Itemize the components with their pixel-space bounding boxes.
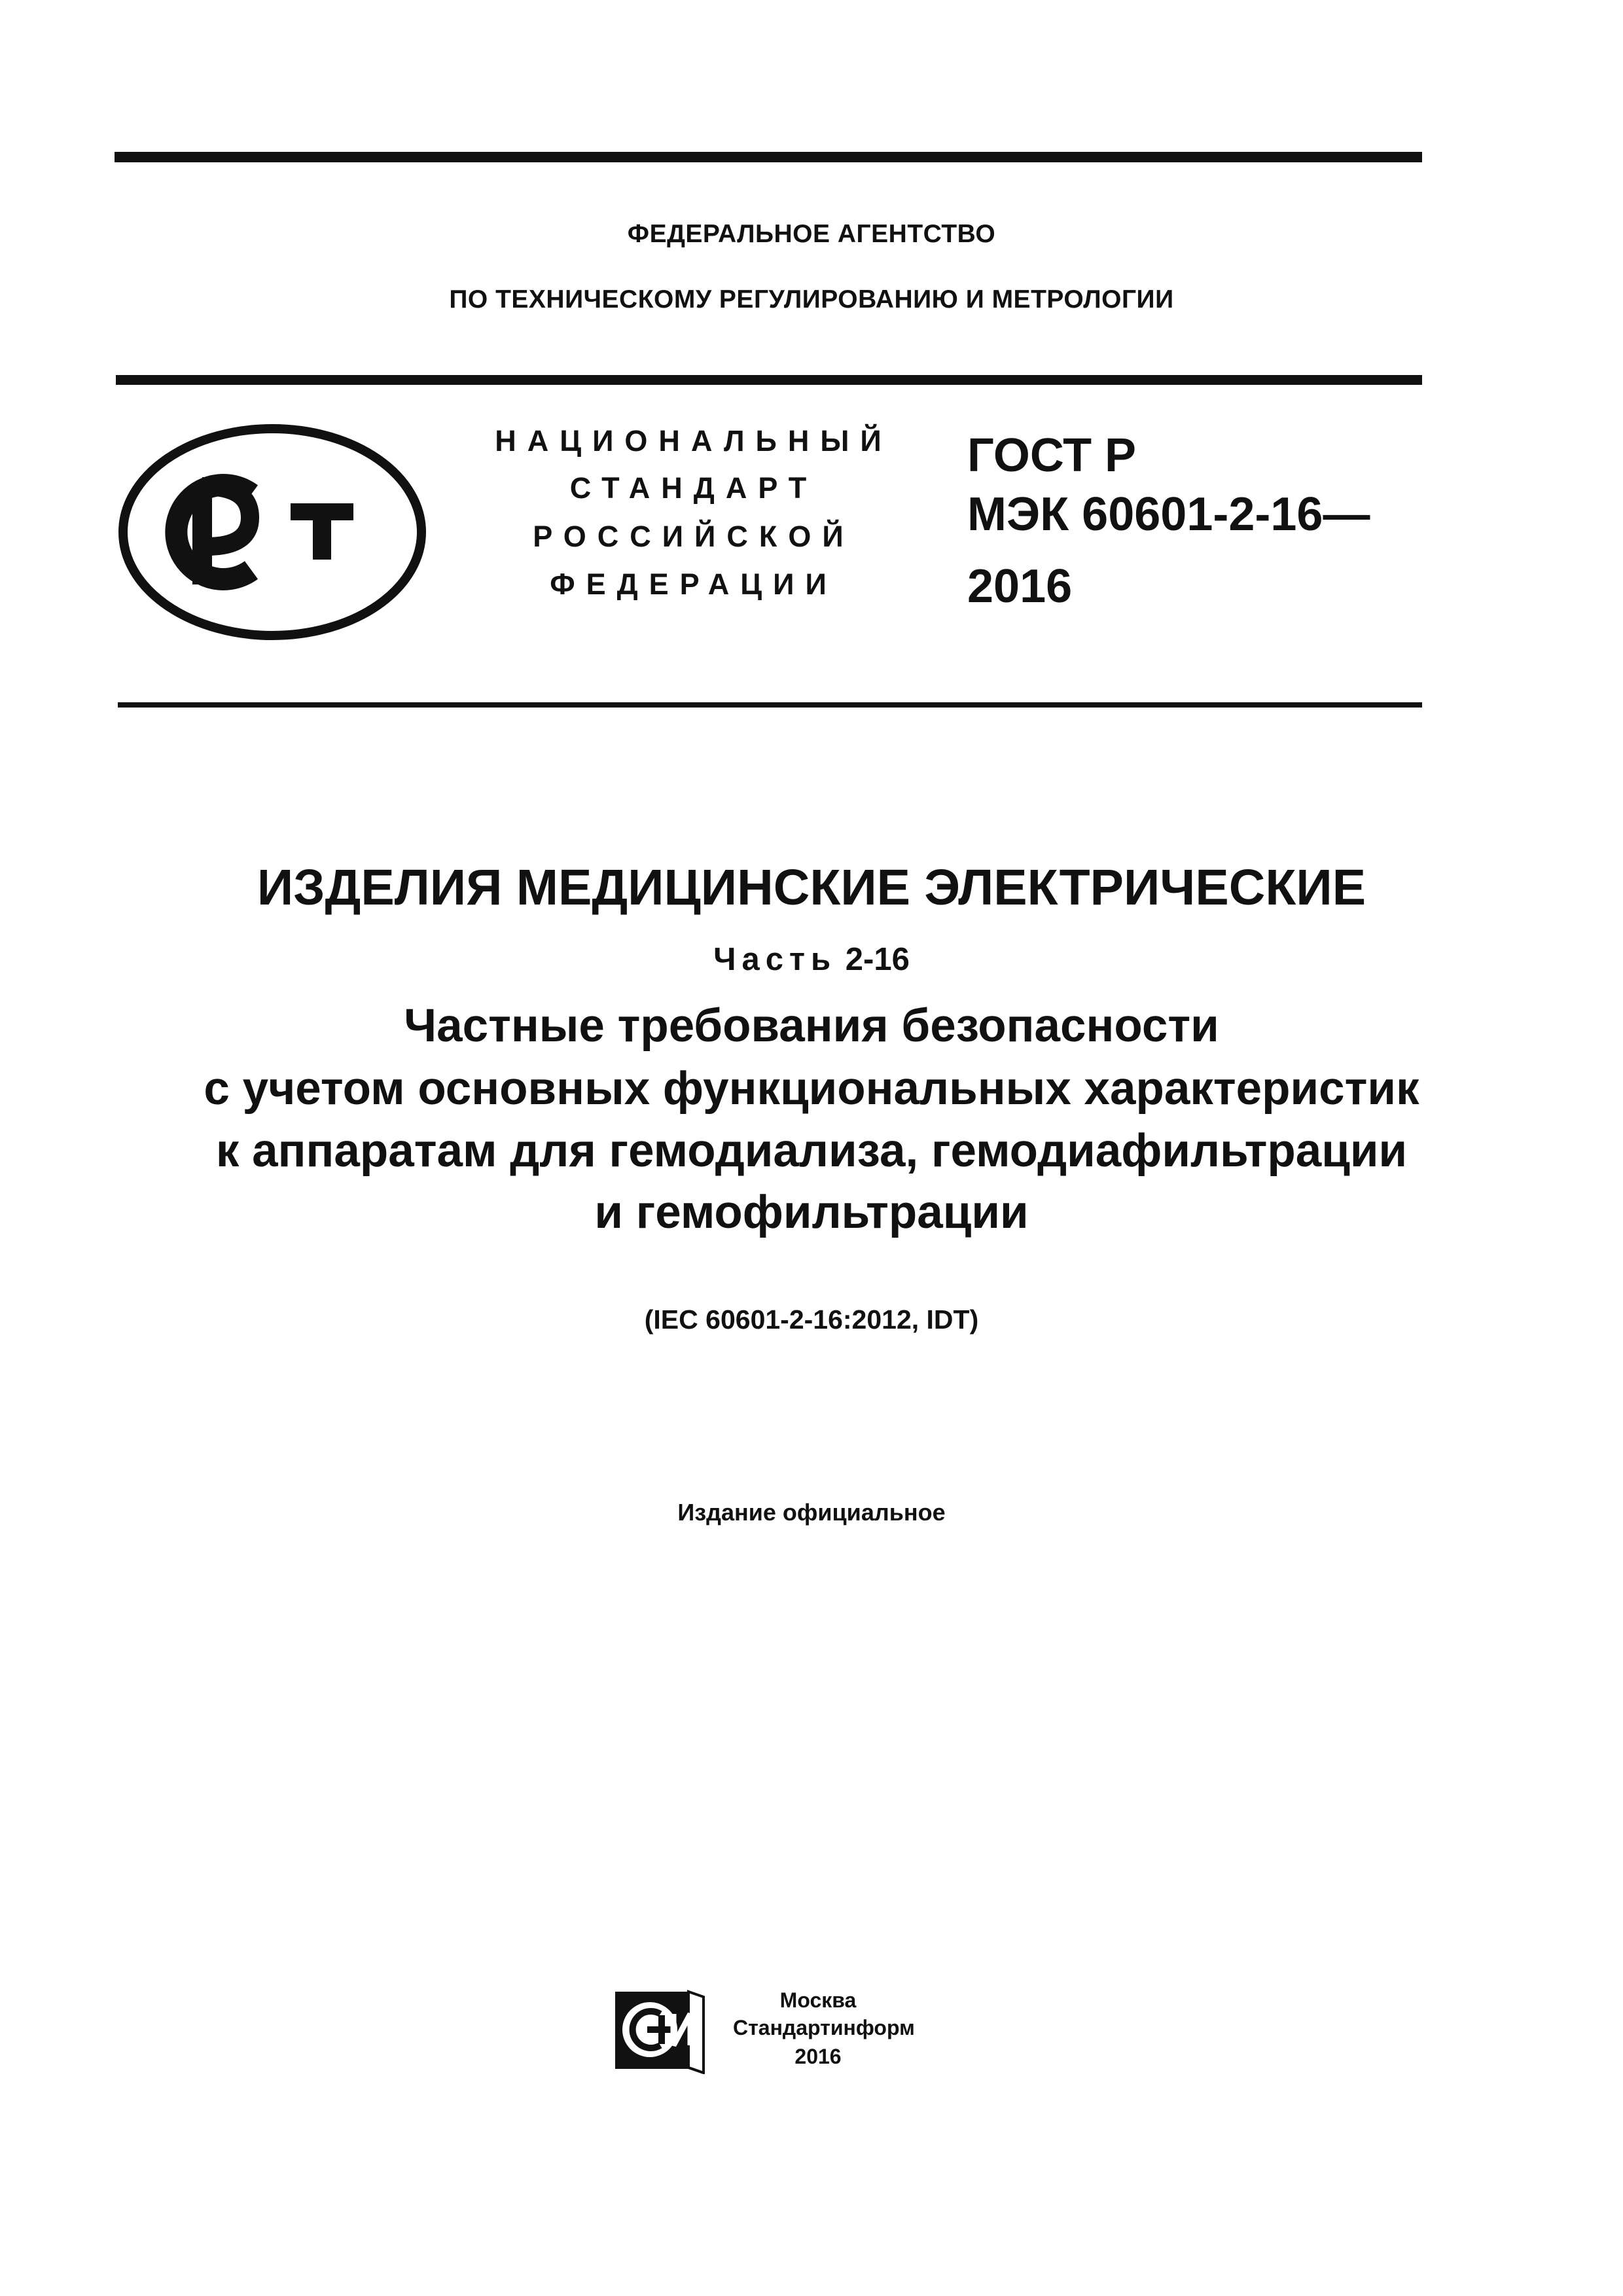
- publisher-name: Стандартинформ: [733, 2016, 915, 2039]
- standartinform-logo: [613, 1988, 705, 2074]
- subtitle-line1: Частные требования безопасности: [404, 1000, 1219, 1052]
- standard-type-line3: РОССИЙСКОЙ: [533, 520, 855, 553]
- standard-type-line2: СТАНДАРТ: [569, 471, 818, 505]
- gost-certification-logo: [115, 421, 429, 643]
- edition-note: Издание официальное: [677, 1499, 946, 1526]
- agency-name-line1: ФЕДЕРАЛЬНОЕ АГЕНТСТВО: [627, 220, 996, 248]
- publication-year: 2016: [794, 2045, 842, 2068]
- part-number: 2-16: [836, 942, 910, 977]
- standard-type-line1: НАЦИОНАЛЬНЫЙ: [495, 424, 893, 457]
- designation-line1: ГОСТ Р: [967, 429, 1137, 482]
- part-word: Часть: [713, 942, 837, 977]
- designation-line2: МЭК 60601-2-16—: [967, 488, 1370, 541]
- designation-line3: 2016: [967, 560, 1073, 613]
- document-title: ИЗДЕЛИЯ МЕДИЦИНСКИЕ ЭЛЕКТРИЧЕСКИЕ: [257, 859, 1366, 916]
- top-rule: [115, 152, 1422, 162]
- subtitle-line3: к аппаратам для гемодиализа, гемодиафильтрации: [215, 1125, 1408, 1177]
- middle-rule: [116, 375, 1422, 385]
- agency-name-line2: ПО ТЕХНИЧЕСКОМУ РЕГУЛИРОВАНИЮ И МЕТРОЛОГИИ: [449, 285, 1174, 314]
- subtitle-line4: и гемофильтрации: [594, 1187, 1029, 1238]
- part-label: [0, 941, 1623, 978]
- publisher-city: Москва: [779, 1988, 857, 2012]
- standard-type-line4: ФЕДЕРАЦИИ: [550, 567, 838, 601]
- subtitle-line2: с учетом основных функциональных характеристик: [204, 1063, 1419, 1115]
- lower-rule: [118, 702, 1422, 708]
- iec-equivalence: (IEC 60601-2-16:2012, IDT): [644, 1304, 979, 1335]
